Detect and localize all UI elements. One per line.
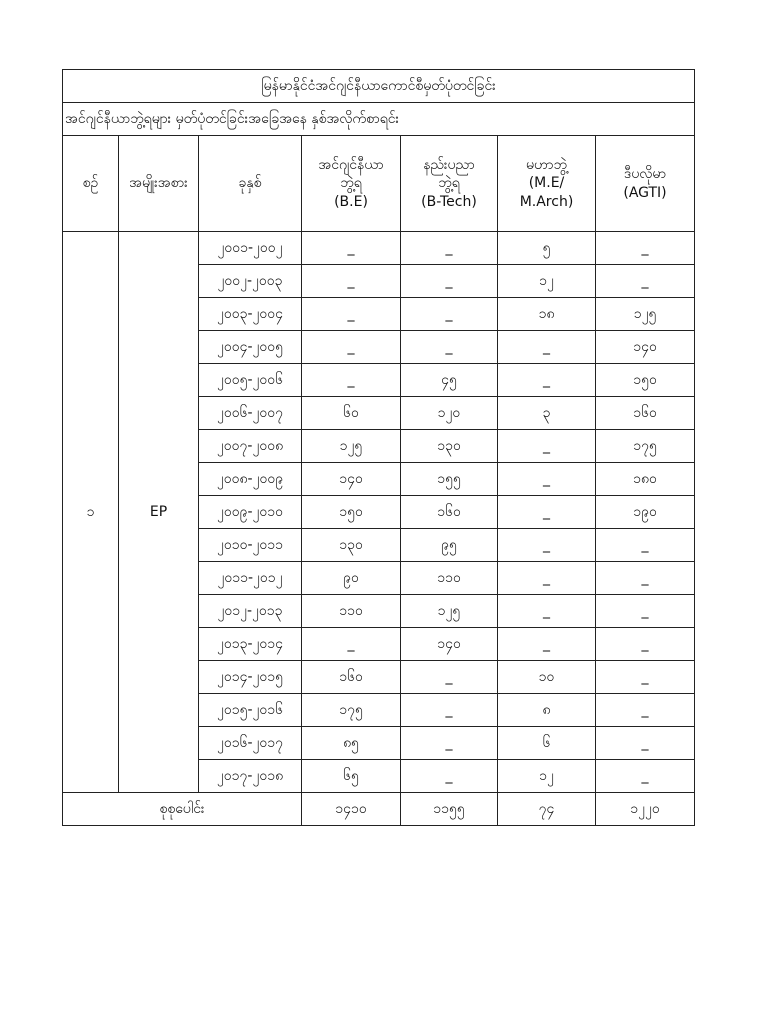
cell-agti: _ [596,628,695,661]
cell-year: ၂၀၁၁-၂၀၁၂ [199,562,302,595]
cell-btech: ၁၅၅ [401,463,498,496]
cell-me: _ [498,562,596,595]
cell-year: ၂၀၀၆-၂၀၀၇ [199,397,302,430]
cell-btech: _ [401,727,498,760]
cell-year: ၂၀၀၉-၂၀၁၀ [199,496,302,529]
cell-agti: _ [596,694,695,727]
cell-agti: _ [596,562,695,595]
cell-btech: ၉၅ [401,529,498,562]
cell-btech: ၁၂၅ [401,595,498,628]
cell-me: _ [498,430,596,463]
cell-year: ၂၀၁၀-၂၀၁၁ [199,529,302,562]
cell-me: ၁၈ [498,298,596,331]
cell-btech: ၁၃၀ [401,430,498,463]
cell-year: ၂၀၁၅-၂၀၁၆ [199,694,302,727]
cell-btech: _ [401,265,498,298]
cell-be: _ [302,331,401,364]
cell-me: ၃ [498,397,596,430]
cell-be: _ [302,298,401,331]
cell-year: ၂၀၁၄-၂၀၁၅ [199,661,302,694]
cell-agti: _ [596,529,695,562]
cell-agti: ၁၄၀ [596,331,695,364]
cell-be: ၉၀ [302,562,401,595]
cell-me: _ [498,595,596,628]
total-row [63,793,695,826]
cell-be: ၁၆၀ [302,661,401,694]
header-be: အင်ဂျင်နီယာ ဘွဲ့ရ (B.E) [302,136,401,232]
cell-btech: _ [401,661,498,694]
cell-agti: ၁၅၀ [596,364,695,397]
header-category: အမျိုးအစား [119,136,199,232]
cell-btech: ၁၂၀ [401,397,498,430]
cell-me: _ [498,463,596,496]
registration-table [62,69,695,826]
table-row [63,232,695,265]
cell-be: ၆၅ [302,760,401,793]
cell-me: _ [498,496,596,529]
cell-me: _ [498,364,596,397]
cell-be: ၈၅ [302,727,401,760]
cell-be: ၆၀ [302,397,401,430]
header-year: ခုနှစ် [199,136,302,232]
cell-year: ၂၀၀၄-၂၀၀၅ [199,331,302,364]
total-be: ၁၄၁၀ [302,793,401,826]
cell-agti: _ [596,232,695,265]
cell-me: ၁၂ [498,265,596,298]
cell-agti: _ [596,595,695,628]
cell-agti: ၁၆၀ [596,397,695,430]
header-no: စဉ် [63,136,119,232]
header-row [63,136,695,232]
cell-be: ၁၅၀ [302,496,401,529]
cell-year: ၂၀၀၅-၂၀၀၆ [199,364,302,397]
cell-me: ၅ [498,232,596,265]
cell-year: ၂၀၁၆-၂၀၁၇ [199,727,302,760]
group-number: ၁ [63,232,119,793]
cell-me: _ [498,628,596,661]
cell-me: ၁၀ [498,661,596,694]
cell-year: ၂၀၀၂-၂၀၀၃ [199,265,302,298]
cell-btech: _ [401,232,498,265]
cell-be: ၁၄၀ [302,463,401,496]
cell-year: ၂၀၀၃-၂၀၀၄ [199,298,302,331]
cell-be: _ [302,364,401,397]
cell-me: ၁၂ [498,760,596,793]
cell-year: ၂၀၀၈-၂၀၀၉ [199,463,302,496]
cell-be: ၁၂၅ [302,430,401,463]
cell-me: _ [498,331,596,364]
cell-be: ၁၁၀ [302,595,401,628]
cell-me: _ [498,529,596,562]
cell-btech: ၁၄၀ [401,628,498,661]
cell-agti: ၁၂၅ [596,298,695,331]
cell-year: ၂၀၁၇-၂၀၁၈ [199,760,302,793]
cell-btech: ၄၅ [401,364,498,397]
total-label: စုစုပေါင်း [63,793,302,826]
cell-btech: _ [401,331,498,364]
cell-agti: ၁၇၅ [596,430,695,463]
cell-agti: _ [596,727,695,760]
cell-be: _ [302,232,401,265]
cell-btech: _ [401,694,498,727]
table-title: မြန်မာနိုင်ငံအင်ဂျင်နီယာကောင်စီမှတ်ပုံတင်ခြင်း [63,70,695,103]
cell-me: ၆ [498,727,596,760]
table-subtitle: အင်ဂျင်နီယာဘွဲ့ရများ မှတ်ပုံတင်ခြင်းအခြေအနေ နှစ်အလိုက်စာရင်း [63,103,695,136]
total-btech: ၁၁၅၅ [401,793,498,826]
cell-be: ၁၃၀ [302,529,401,562]
cell-be: _ [302,265,401,298]
cell-year: ၂၀၁၂-၂၀၁၃ [199,595,302,628]
cell-year: ၂၀၀၇-၂၀၀၈ [199,430,302,463]
cell-agti: ၁၈၀ [596,463,695,496]
header-me: မဟာဘွဲ့ (M.E/ M.Arch) [498,136,596,232]
cell-be: ၁၇၅ [302,694,401,727]
cell-agti: _ [596,661,695,694]
group-category: EP [119,232,199,793]
cell-agti: _ [596,265,695,298]
cell-btech: ၁၁၀ [401,562,498,595]
cell-be: _ [302,628,401,661]
total-agti: ၁၂၂၀ [596,793,695,826]
cell-me: ၈ [498,694,596,727]
cell-agti: ၁၉၀ [596,496,695,529]
cell-btech: ၁၆၀ [401,496,498,529]
cell-year: ၂၀၀၁-၂၀၀၂ [199,232,302,265]
total-me: ၇၄ [498,793,596,826]
cell-agti: _ [596,760,695,793]
cell-btech: _ [401,760,498,793]
cell-year: ၂၀၁၃-၂၀၁၄ [199,628,302,661]
cell-btech: _ [401,298,498,331]
header-agti: ဒီပလိုမာ (AGTI) [596,136,695,232]
header-btech: နည်းပညာ ဘွဲ့ရ (B-Tech) [401,136,498,232]
